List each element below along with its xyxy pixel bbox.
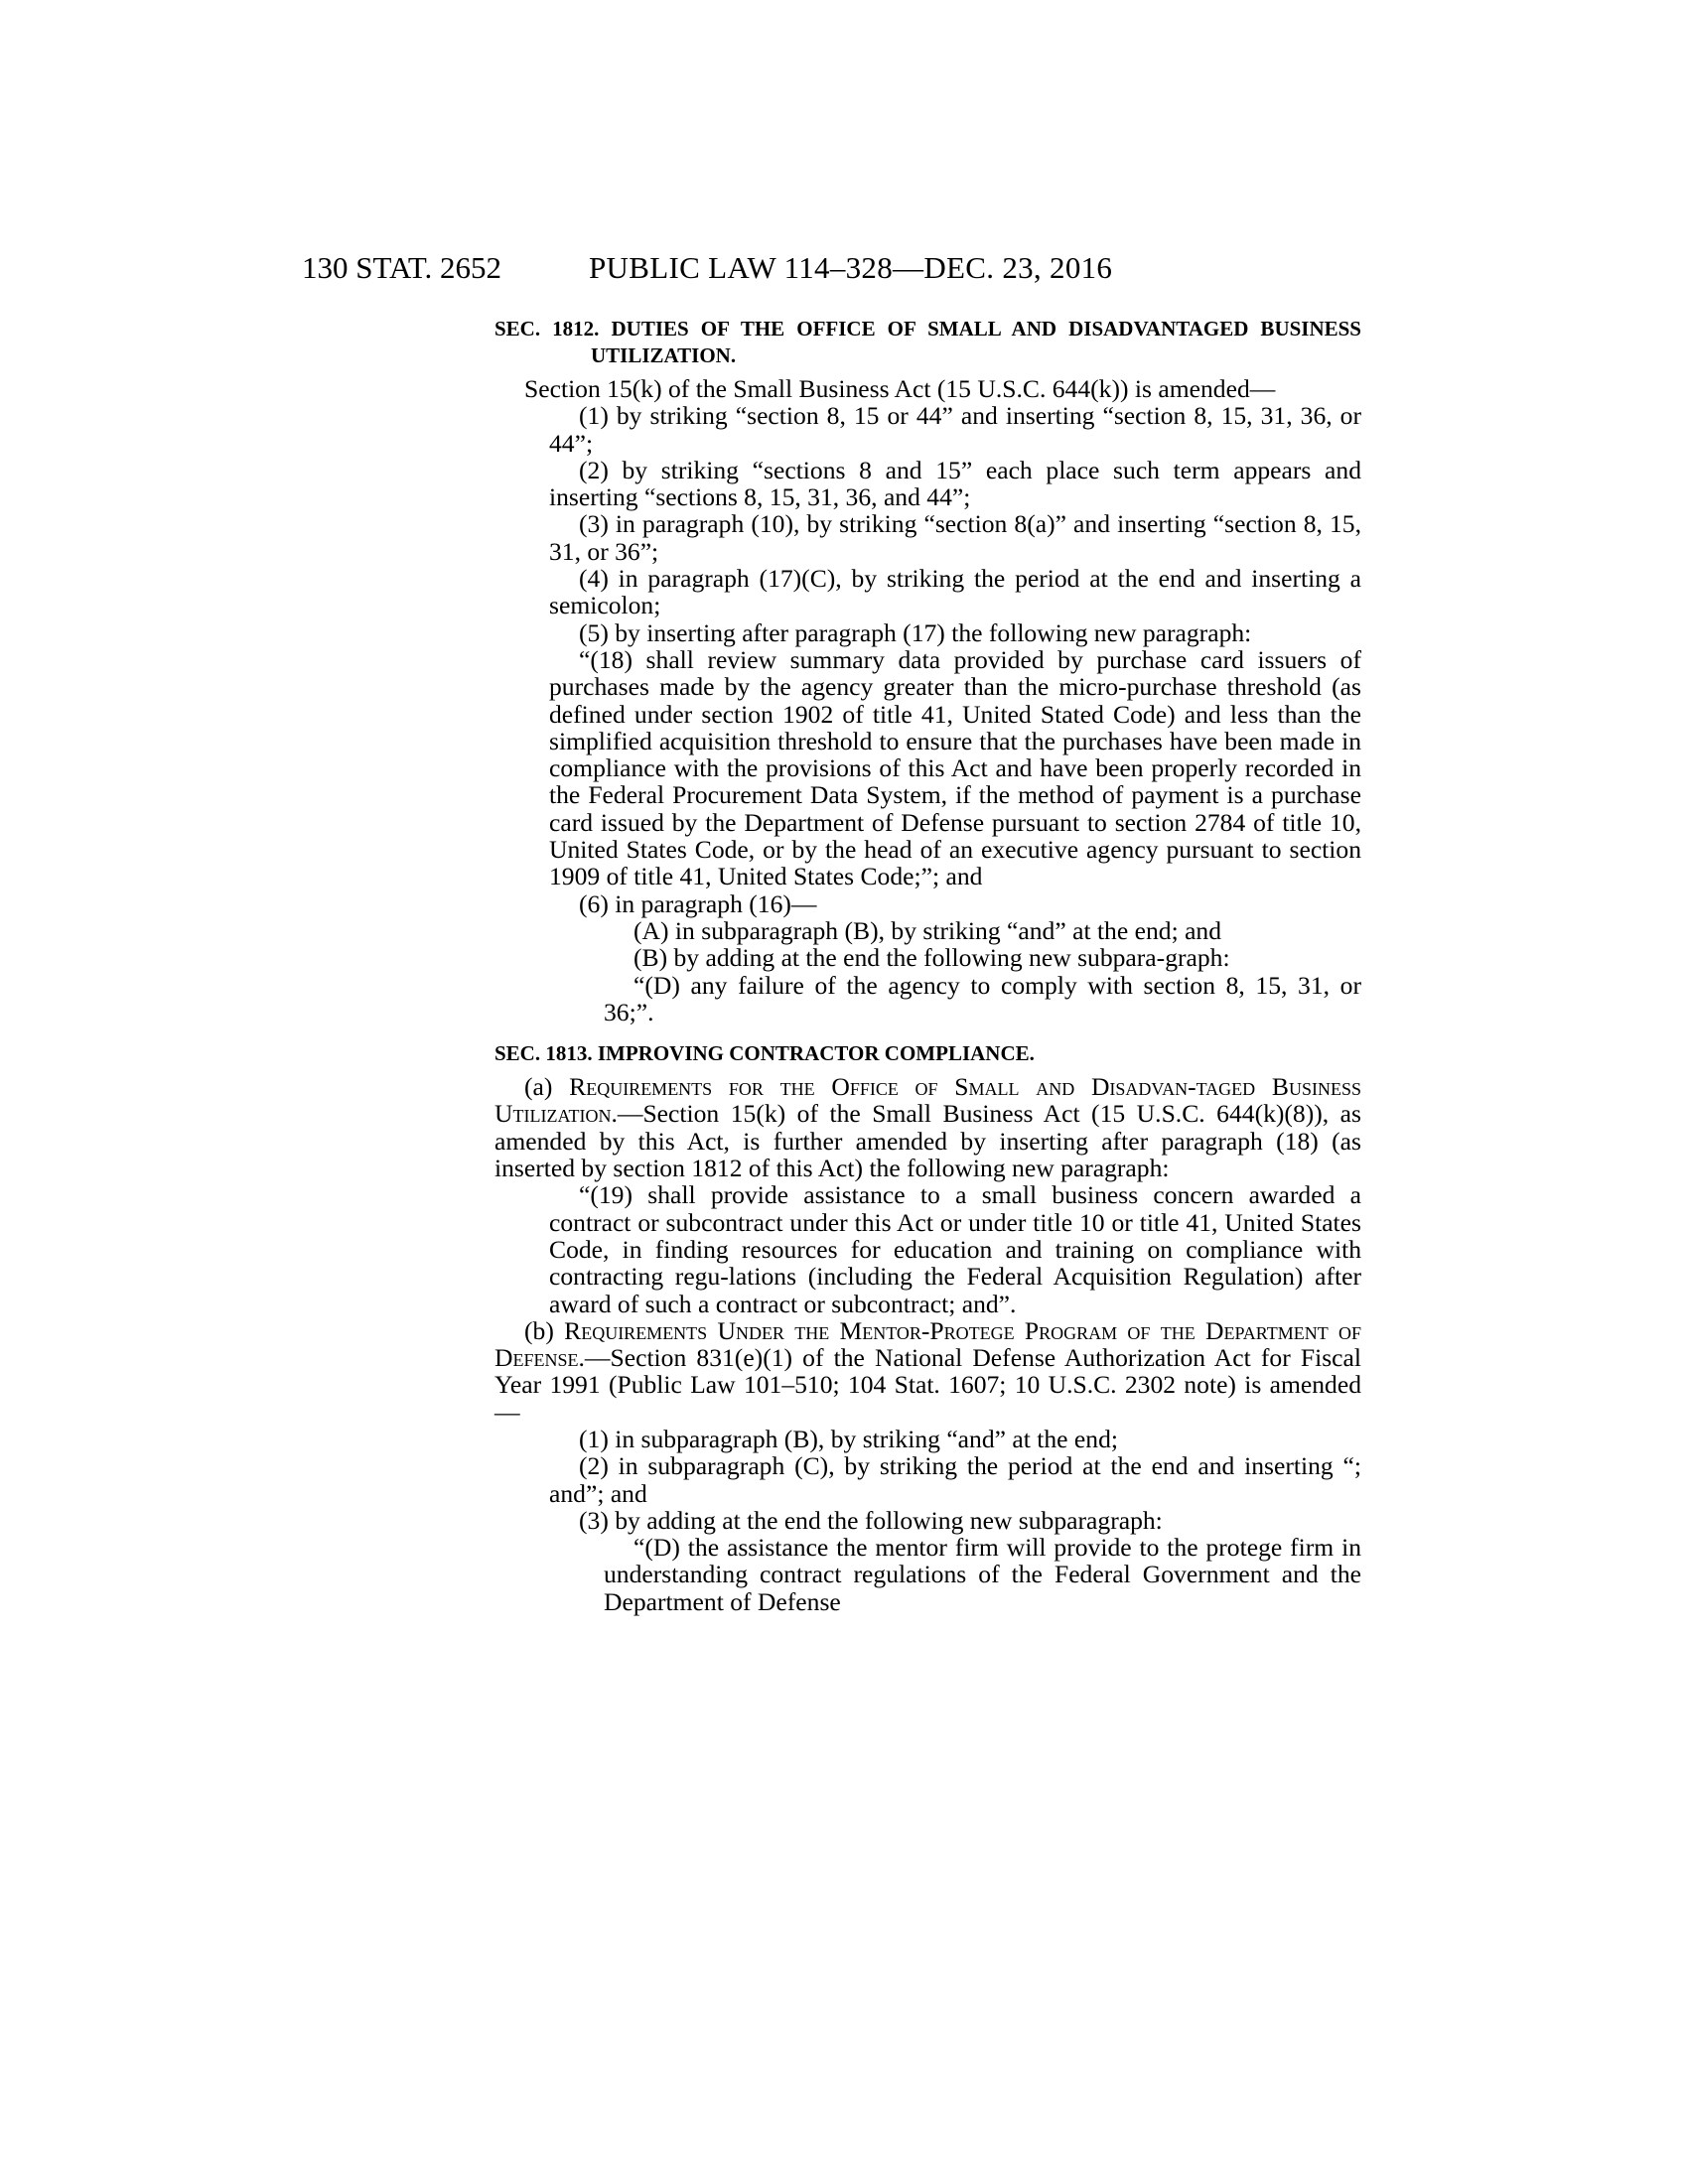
subsection-b-caption: Requirements Under the Mentor-Protege Program of the Department of Defense xyxy=(494,1315,1361,1373)
subsection-b-label: (b) xyxy=(524,1315,554,1345)
sec-1812-para-3: (3) in paragraph (10), by striking “section 8(a)” and inserting “section 8, 15, 31, or 36”; xyxy=(549,509,1361,566)
sec-1812-subpara-a: (A) in subparagraph (B), by striking “and” at the end; and xyxy=(633,915,1222,945)
sec-1813-b-para-2: (2) in subparagraph (C), by striking the period at the end and inserting “; and”; and xyxy=(549,1451,1361,1508)
sec-1813-quoted-para-19: “(19) shall provide assistance to a small business concern awarded a contract or subcontract under this Act or under title 10 or title 41, United States Code, in finding resources for education and training on compliance with contracting regu-lations (including the Federal Acquisition Regulation) after award of such a contract or subcontract; and”. xyxy=(549,1180,1361,1318)
sec-1812-intro: Section 15(k) of the Small Business Act (15 U.S.C. 644(k)) is amended— xyxy=(524,374,1276,403)
subsection-a-caption: Requirements for the Office of Small and Disadvan-taged Business Utilization xyxy=(494,1072,1361,1129)
sec-1812-para-4: (4) in paragraph (17)(C), by striking the period at the end and inserting a semicolon; xyxy=(549,564,1361,620)
subsection-a-label: (a) xyxy=(524,1072,553,1102)
sec-1813-b-para-3: (3) by adding at the end the following new subparagraph: xyxy=(579,1505,1163,1535)
sec-1812-para-5: (5) by inserting after paragraph (17) the following new paragraph: xyxy=(579,617,1252,647)
sec-1813-quoted-subpara-d: “(D) the assistance the mentor firm will provide to the protege firm in understanding contract regulations of the Federal Government and the Department of Defense xyxy=(604,1533,1361,1616)
sec-1813-b-para-1: (1) in subparagraph (B), by striking “and” at the end; xyxy=(579,1424,1118,1453)
sec-1813-heading: SEC. 1813. IMPROVING CONTRACTOR COMPLIANCE. xyxy=(494,1041,1035,1066)
sec-1812-quoted-para-18: “(18) shall review summary data provided by purchase card issuers of purchases made by the agency greater than the micro-purchase threshold (as defined under section 1902 of title 41, United Stated Code) and less than the simplified acquisition threshold to ensure that the purchases have been made in compliance with the provisions of this Act and have been properly recorded in the Federal Procurement Data System, if the method of payment is a purchase card issued by the Department of Defense pursuant to section 2784 of title 10, United States Code, or by the head of an executive agency pursuant to section 1909 of title 41, United States Code;”; and xyxy=(549,644,1361,891)
public-law-header: PUBLIC LAW 114–328—DEC. 23, 2016 xyxy=(589,250,1113,285)
document-body xyxy=(494,316,1361,1615)
sec-1812-para-2: (2) by striking “sections 8 and 15” each place such term appears and inserting “sections 8, 15, 31, 36, and 44”; xyxy=(549,455,1361,512)
sec-1813-subsection-b xyxy=(494,1317,1361,1426)
statute-page-reference: 130 STAT. 2652 xyxy=(302,250,502,285)
sec-1813-subsection-a xyxy=(494,1073,1361,1181)
sec-1812-heading: SEC. 1812. DUTIES OF THE OFFICE OF SMALL AND DISADVANTAGED BUSINESS UTILIZATION. xyxy=(494,317,1361,367)
sec-1812-subpara-b: (B) by adding at the end the following new subpara-graph: xyxy=(633,943,1230,973)
sec-1812-para-6: (6) in paragraph (16)— xyxy=(579,888,817,918)
sec-1812-para-1: (1) by striking “section 8, 15 or 44” and inserting “section 8, 15, 31, 36, or 44”; xyxy=(549,401,1361,458)
sec-1812-quoted-subpara-d: “(D) any failure of the agency to comply with section 8, 15, 31, or 36;”. xyxy=(604,970,1361,1026)
subsection-a-text: .—Section 15(k) of the Small Business Act (15 U.S.C. 644(k)(8)), as amended by this Act, is further amended by inserting after paragraph (18) (as inserted by section 1812 of this Act) the following new paragraph: xyxy=(494,1099,1361,1183)
subsection-b-text: .—Section 831(e)(1) of the National Defense Authorization Act for Fiscal Year 1991 (Public Law 101–510; 104 Stat. 1607; 10 U.S.C. 2302 note) is amended— xyxy=(494,1343,1361,1427)
